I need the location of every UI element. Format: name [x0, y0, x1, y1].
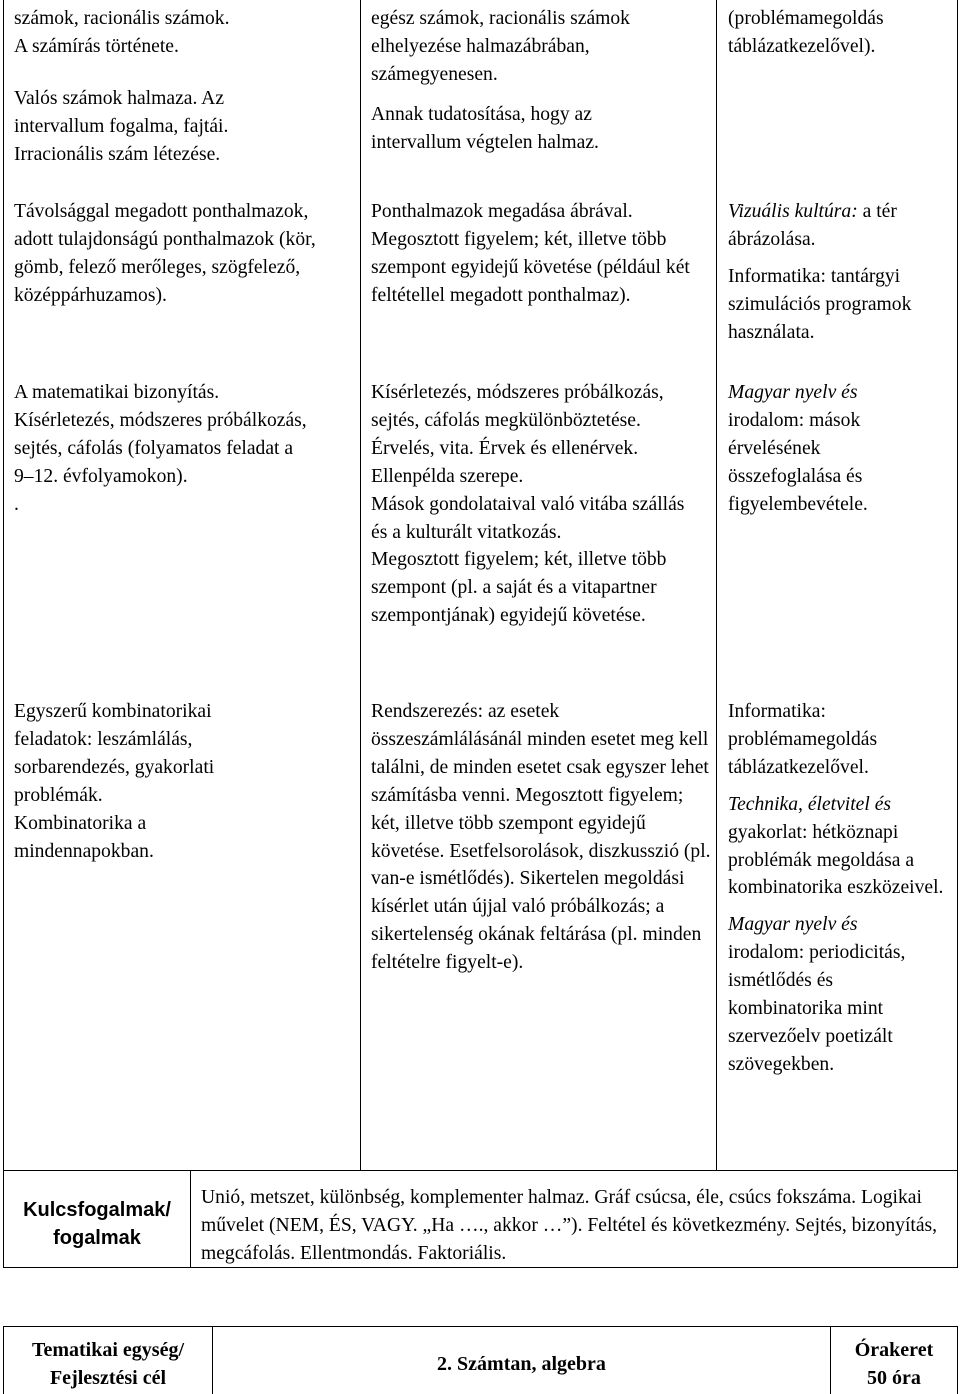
row1-col1 [14, 5, 354, 169]
unit-label-line1: Tematikai egység/ [31, 1339, 185, 1361]
row4-col3-informatics: Informatika: problémamegoldás táblázatkezelővel. [728, 701, 878, 778]
key-concepts-label [4, 1196, 190, 1252]
row3-col3 [728, 379, 928, 519]
row1-col1-p3: Valós számok halmaza. Az intervallum fogalma, fajtái. Irracionális szám létezése. [14, 87, 229, 165]
row3-col1 [14, 379, 314, 519]
row1-col3 [728, 5, 950, 61]
key-concepts-text [201, 1184, 951, 1268]
row3-col1-p3: . [14, 493, 19, 515]
row3-col3-hungarian-text: irodalom: mások érvelésének összefoglalása és figyelembevétele. [728, 409, 868, 515]
row2-col3-informatics: Informatika: tantárgyi szimulációs programok használata. [728, 265, 912, 343]
row2-col3-vk-text: a tér ábrázolása. [728, 201, 897, 250]
row3-col3-hungarian-label: Magyar nyelv és [728, 382, 858, 403]
row2-col3-visual-culture [728, 198, 956, 254]
row1-col2 [371, 5, 706, 157]
row2-col2 [371, 198, 706, 310]
row4-col1-p1: Egyszerű kombinatorikai feladatok: leszámlálás, sorbarendezés, gyakorlati problémák. [14, 701, 215, 806]
row2-col1 [14, 198, 344, 310]
row2-col2-p2: Megosztott figyelem; két, illetve több szempont egyidejű követése (például két feltétellel megadott ponthalmaz). [371, 228, 690, 306]
row4-col3-tech-label: Technika, életvitel és [728, 793, 892, 815]
key-concepts-divider [190, 1170, 191, 1268]
row3-col1-p1: A matematikai bizonyítás. [14, 382, 220, 403]
hours-value: 50 óra [867, 1367, 921, 1389]
bottom-table-top [3, 1326, 958, 1327]
row4-col2-text: Rendszerezés: az esetek összeszámlálásánál minden esetet meg kell találni, de minden esetet csak egyszer lehet számításba venni. Megosztott figyelem; két, illetve több szempont egyidejű követése. Esetfelsorolások, diszkusszió (pl. van-e ismétlődés). Sikertelen megoldási kísérlet után újjal való próbálkozás; a sikertelenség okának feltárása (pl. minden feltételre figyelt-e). [371, 701, 711, 974]
bottom-table-right [957, 1326, 958, 1394]
row3-col1-p2: Kísérletezés, módszeres próbálkozás, sejtés, cáfolás (folyamatos feladat a 9–12. évfolyamokon). [14, 409, 307, 487]
row2-col3-vk-label: Vizuális kultúra: [728, 201, 858, 222]
row4-col3-hungarian-label: Magyar nyelv és [728, 914, 858, 936]
table-border-left [3, 0, 4, 1268]
row1-col3-p1: (problémamegoldás táblázatkezelővel). [728, 8, 884, 57]
row2-col1-text: Távolsággal megadott ponthalmazok, adott tulajdonságú ponthalmazok (kör, gömb, felező merőleges, szögfelező, középpárhuzamos). [14, 201, 316, 306]
row3-col2-p1: Kísérletezés, módszeres próbálkozás, sejtés, cáfolás megkülönböztetése. [371, 382, 664, 431]
table-border-right [957, 0, 958, 1268]
hours-label: Órakeret [854, 1339, 934, 1361]
row4-col3-tech-text: gyakorlat: hétköznapi problémák megoldása a kombinatorika eszközeivel. [728, 821, 944, 899]
row1-col2-p2: Annak tudatosítása, hogy az intervallum végtelen halmaz. [371, 103, 599, 153]
row1-col2-p1: egész számok, racionális számok elhelyezése halmazábrában, számegyenesen. [371, 8, 630, 85]
row3-col2-p3: Ellenpélda szerepe. [371, 465, 524, 487]
key-concepts-body: Unió, metszet, különbség, komplementer halmaz. Gráf csúcsa, éle, csúcs fokszáma. Logikai művelet (NEM, ÉS, VAGY. „Ha …., akkor …”). Feltétel és következmény. Sejtés, bizonyítás, megcáfolás. Ellentmondás. Faktoriális. [201, 1187, 938, 1264]
row1-col1-p1: számok, racionális számok. [14, 8, 230, 29]
row4-col1-p2: Kombinatorika a mindennapokban. [14, 812, 154, 862]
hours-cell [831, 1336, 957, 1392]
row2-col3 [728, 198, 956, 347]
column-divider-2 [716, 0, 717, 1170]
row4-col1 [14, 698, 274, 865]
row-divider-key-concepts [3, 1170, 958, 1171]
row4-col3-hungarian-text: irodalom: periodicitás, ismétlődés és kombinatorika mint szervezőelv poetizált szövegekben. [728, 942, 906, 1075]
key-concepts-label-line2: fogalmak [53, 1227, 141, 1249]
unit-label-line2: Fejlesztési cél [49, 1367, 167, 1389]
unit-title: 2. Számtan, algebra [437, 1353, 606, 1375]
row3-col2-p5: Megosztott figyelem; két, illetve több szempont (pl. a saját és a vitapartner szempontjának) egyidejű követése. [371, 549, 667, 627]
row2-col2-p1: Ponthalmazok megadása ábrával. [371, 201, 633, 222]
row1-col1-p2: A számírás története. [14, 35, 179, 57]
column-divider-1 [360, 0, 361, 1170]
row4-col3 [728, 698, 950, 1079]
key-concepts-label-line1: Kulcsfogalmak/ [23, 1199, 171, 1221]
row3-col2-p2: Érvelés, vita. Érvek és ellenérvek. [371, 437, 639, 459]
row4-col2 [371, 698, 711, 977]
row3-col2-p4: Mások gondolataival való vitába szállás és a kulturált vitatkozás. [371, 493, 685, 543]
row3-col2 [371, 379, 706, 630]
unit-label [4, 1336, 212, 1392]
